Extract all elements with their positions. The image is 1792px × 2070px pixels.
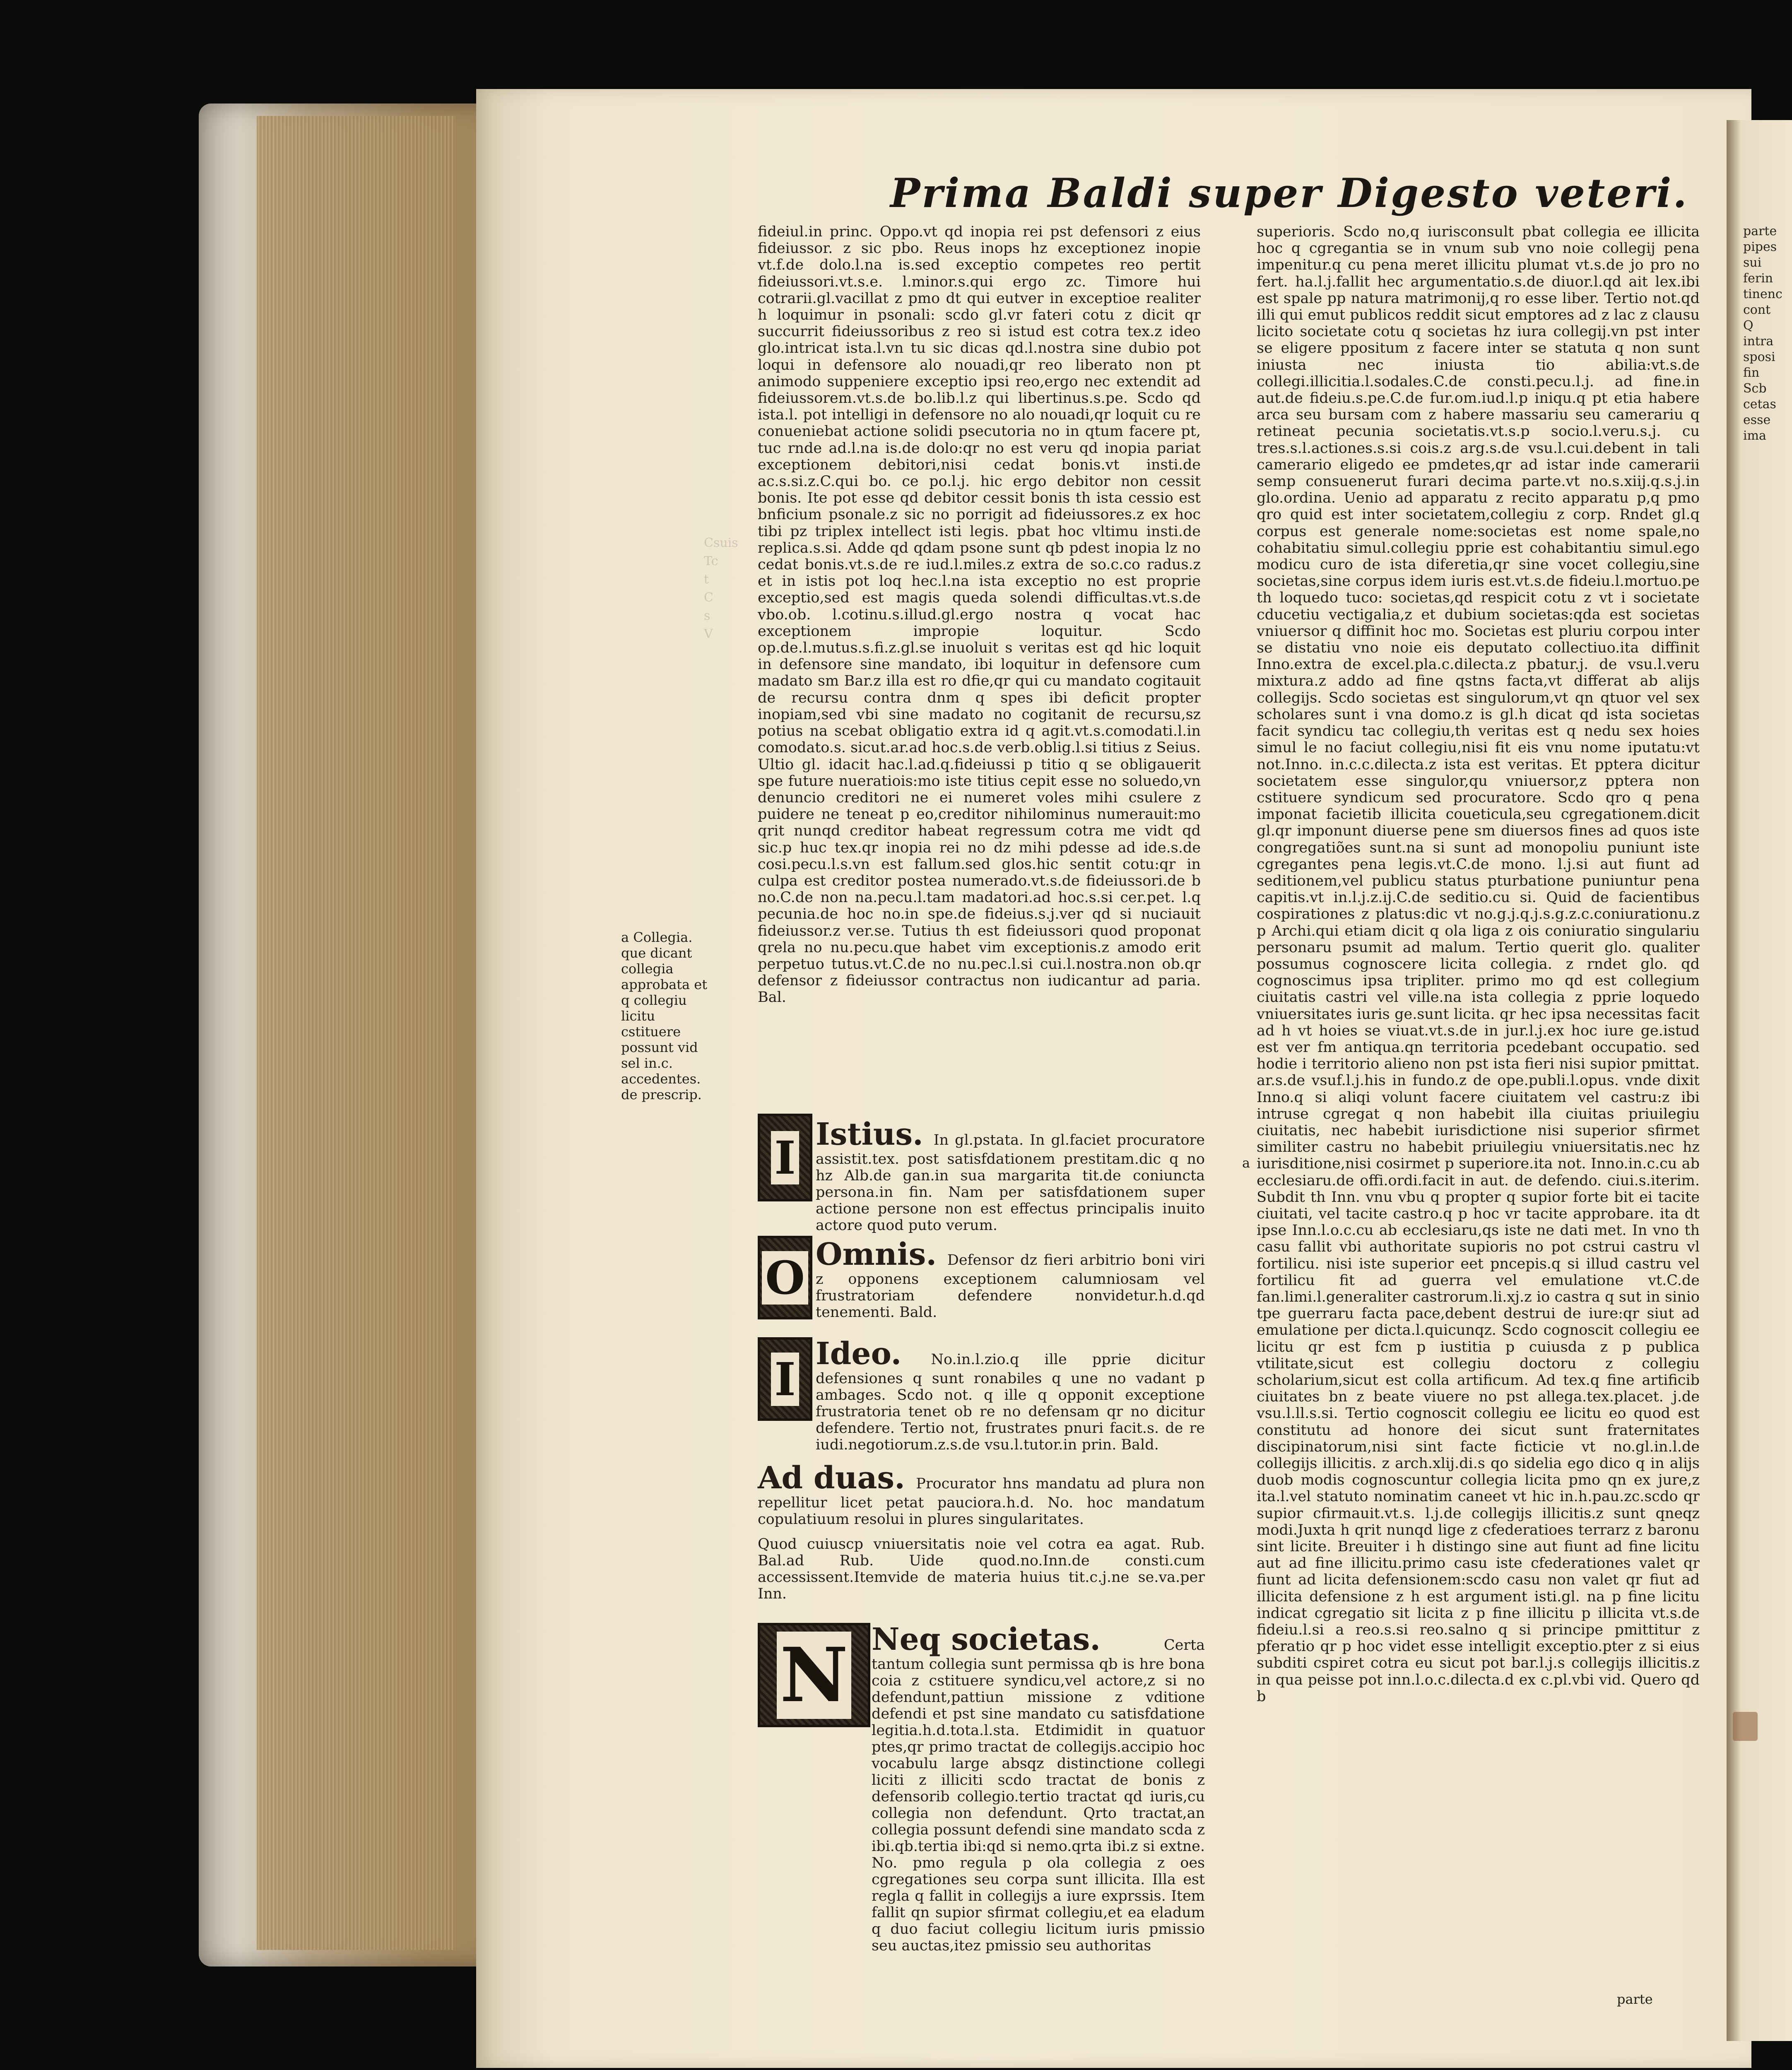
page-edges-texture	[257, 116, 455, 1950]
show-through-ghost-text: Csuis Tc t C s V	[704, 536, 738, 641]
fragment: sui	[1743, 255, 1762, 270]
fragment: parte	[1743, 224, 1777, 238]
decorated-initial: O	[758, 1236, 812, 1319]
block-lead: Neq societas.	[872, 1622, 1101, 1657]
fragment: Q	[1743, 318, 1753, 333]
catchword: parte	[1617, 1991, 1653, 2007]
right-page-fragments	[1743, 224, 1792, 1300]
fragment: ferin	[1743, 271, 1773, 286]
fragment: tinenc	[1743, 287, 1782, 301]
block-body: Quod cuiuscp vniuersitatis noie vel cotra ea agat. Rub. Bal.ad Rub. Uide quod.no.Inn.de consti.cum accessissent.Itemvide de materia huius tit.c.j.ne se.va.per Inn.	[758, 1536, 1205, 1602]
block-lead: Ideo.	[816, 1336, 902, 1372]
text-block-omnis	[758, 1238, 1205, 1329]
left-column-paragraph: fideiul.in princ. Oppo.vt qd inopia rei pst defensori z eius fideiussor. z sic pbo. Reus inops hz exceptionez inopie vt.f.de dolo.l.na is.sed exceptio competes reo pertit fideiussori.vt.s.e. l.minor.s.qui ergo zc. Timore hui cotrarii.gl.vacillat z pmo dt qui eutver in exceptioe realiter h loquimur in psonali: scdo gl.vr fateri cotu z dicit qr succurrit fideiussoribus z reo si istud est cotra tex.z ideo glo.intricat ista.l.vn tu sic dicas qd.l.nostra sine dubio pot loqui in defensore alo nouadi,qr reo liberato non pt animodo suppeniere exceptio ipsi reo,ergo nec extendit ad fideiussorem.vt.s.de bo.lib.l.z qui libertinus.s.pe. Scdo qd ista.l. pot intelligi in defensore no alo nouadi,qr loquit cu re conueniebat actione solidi psecutoria no in qtum facere pt, tuc rnde ad.l.na is.de dolo:qr no est veru qd inopia pariat exceptionem debitori,nisi cedat bonis.vt insti.de ac.s.si.z.C.qui bo. ce po.l.j. hic ergo debitor non cessit bonis. Ite pot esse qd debitor cessit bonis th ista cessio est bnficium psonale.z sic no porrigit ad fideiussores.z ex hoc tibi pz triplex intellect isti legis. pbat hoc vltimu insti.de replica.s.si. Adde qd qdam psone sunt qb pdest inopia lz no cedat bonis.vt.s.de re iud.l.miles.z extra de so.c.co radus.z et in istis pot loq hec.l.na ista exceptio no est proprie exceptio,sed est magis queda solendi difficultas.vt.s.de vbo.ob. l.cotinu.s.illud.gl.ergo nostra q vocat hac exceptionem impropie loquitur. Scdo op.de.l.mutus.s.fi.z.gl.se inuoluit s veritas est qd hic loquit in defensore sine mandato, ibi loquitur in defensore cum madato sm Bar.z illa est ro dfie,qr qui cu mandato cogitauit de recursu contra dnm q spes ibi deficit propter inopiam,sed vbi sine madato no cogitanit de recursu,sz potius na scebat obligatio extra id q agit.vt.s.comodati.l.in comodato.s. sicut.ar.ad hoc.s.de verb.oblig.l.si titius z Seius. Ultio gl. idacit hac.l.ad.q.fideiussi p titio q se obligauerit spe future nueratiois:mo iste titius cepit esse no soluedo,vn denuncio creditori ne ei numeret voles mihi csulere z puidere ne teneat p eo,creditor nihilominus numerauit:mo qrit nunqd creditor habeat regressum cotra me vidt qd sic.p huc tex.qr inopia rei no dz mihi pdesse ad ide.s.de cosi.pecu.l.s.vn est fallum.sed glos.hic sentit cotu:qr in culpa est creditor postea numerado.vt.s.de fideiussori.de b no.C.de non na.pecu.l.tam madatori.ad hoc.s.si cer.pet. l.q pecunia.de hoc no.in spe.de fideius.s.j.ver qd si nuciauit fideiussor.z ver.se. Tutius th est fideiussori quod proponat qrela no nu.pecu.que habet vim exceptionis.z amodo erit perpetuo tutus.vt.C.de no nu.pec.l.si cui.l.nostra.non ob.qr defensor z fideiussor contractus non iudicantur ad paria. Bal.	[758, 224, 1201, 1006]
left-column-text	[758, 224, 1201, 1112]
decorated-initial: I	[758, 1337, 812, 1421]
text-block-ideo	[758, 1337, 1205, 1457]
running-head: Prima Baldi super Digesto veteri.	[890, 170, 1688, 217]
block-body: Procurator hns mandatu ad plura non repellitur licet petat pauciora.h.d. No. hoc mandatum copulatiuum resolui in plures singularitates.	[758, 1475, 1205, 1528]
block-lead: Ad duas.	[758, 1460, 905, 1496]
fragment: cetas	[1743, 397, 1776, 412]
marginal-letter: a	[1242, 1155, 1250, 1171]
block-body: Defensor dz fieri arbitrio boni viri z opponens exceptionem calumniosam vel frustratoriam defendere nonvidetur.h.d.qd tenementi. Bald.	[816, 1252, 1205, 1321]
decorated-initial: I	[758, 1114, 812, 1201]
fragment: esse	[1743, 413, 1771, 427]
marginal-note-a: a Collegia. que dicant collegia approbata et q collegiu licitu cstituere possunt vid sel in.c. accedentes. de prescrip.	[621, 929, 708, 1102]
fragment: fin	[1743, 366, 1760, 380]
rubric-block	[758, 1536, 1205, 1615]
right-column-text	[1257, 224, 1700, 1888]
page-tab-mark	[1733, 1712, 1758, 1741]
block-body: No.in.l.zio.q ille pprie dicitur defensiones q sunt ronabiles q une no vadant p ambages. Scdo not. q ille q opponit exceptione frustratoria tenet ob re no defensam qr no dicitur defendere. Tertio not, frustrates pnuri facit.s. de re iudi.negotiorum.z.s.de vsu.l.tutor.in prin. Bald.	[816, 1351, 1205, 1453]
text-block-ad-duas	[758, 1460, 1205, 1528]
decorated-initial: N	[758, 1623, 870, 1727]
text-block-istius	[758, 1117, 1205, 1234]
block-body: In gl.pstata. In gl.faciet procuratore assistit.tex. post satisfdationem prestitam.dic q no hz Alb.de gan.in sua margarita tit.de coniuncta persona.in fin. Nam per satisfdationem super actione persone non est effectus principalis inuito actore quod puto verum.	[816, 1132, 1205, 1234]
fragment: cont	[1743, 303, 1771, 317]
block-lead: Istius.	[816, 1117, 923, 1152]
fragment: Scb	[1743, 381, 1767, 396]
block-body: Certa tantum collegia sunt permissa qb is hre bona coia z cstituere syndicu,vel actore,z si no defendunt,pattiun missione z vditione defendi et pst sine mandato cu satisfdatione legitia.h.d.tota.l.sta. Etdimidit in quatuor ptes,qr primo tractat de collegijs.accipio hoc vocabulu large absqz distinctione collegi liciti z illiciti scdo tractat de bonis z defensorib collegio.tertio tractat qd iuris,cu collegia non defendunt. Qrto tractat,an collegia possunt defendi sine mandato scda z ibi.qb.tertia ibi:qd si nemo.qrta ibi.z si extne. No. pmo regula p ola collegia z oes cgregationes seu corpa sunt illicita. Illa est regla q fallit in collegijs a iure exprssis. Item fallit qn supior sfirmat collegiu,et ea eladum q duo faciut collegiu licitum iuris pmissio seu auctas,itez pmissio seu authoritas	[872, 1637, 1205, 1954]
fragment: pipes	[1743, 240, 1777, 254]
fragment: ima	[1743, 428, 1766, 443]
fragment: intra	[1743, 334, 1774, 349]
right-column-paragraph: superioris. Scdo no,q iurisconsult pbat collegia ee illicita hoc q cgregantia se in vnum sub vno noie collegij pena impenitur.q cu pena meret illicitu plumat vt.s.de jo pro no fert. ha.l.j.fallit hec argumentatio.s.de diuor.l.qd ait lex.ibi est spale pp natura matrimonij,q ro esse liber. Tertio not.qd illi qui emut publicos reddit sicut emptores ad z lac z clausu licito societate cotu q societas hz iura collegij.vn pst inter se eligere ppositum z facere inter se statuta q non sunt iniusta nec iniusta tio abilia:vt.s.de collegi.illicitia.l.sodales.C.de consti.pecu.l.j. ad fine.in aut.de fideiu.s.pe.C.de fur.om.iud.l.p iniqu.q pt etia habere arca seu bursam com z habere massariu seu camerariu q retineat pecunia societatis.vt.s.p socio.l.veru.s.j. cu tres.s.l.actiones.s.si cois.z arg.s.de vsu.l.cui.debent in tali camerario eligedo ee pmdetes,qr ad istar inde camerarii semp consuenerut furari decima parte.vt no.s.xiij.q.s.j.in glo.ordina. Uenio ad apparatu z recito apparatu p,q pmo qro quid est inter societatem,collegiu z corp. Rndet gl.q corpus est generale nome:societas est nome spale,no cohabitatiu simul.collegiu pprie est cohabitantiu simul.ego modicu curo de ista diferetia,qr sine vocet collegiu,sine societas,sine corpus idem iuris est.vt.s.de fideiu.l.mortuo.pe th loquedo tuco: societas,qd respicit cotu z vt i societate cducetiu vectigalia,z et dubium societas:qda est societas vniuersor q diffinit hoc mo. Societas est pluriu corpou inter se distatiu vno noie eis deputato collectiuo.ita diffinit Inno.extra de excel.pla.c.dilecta.z pbatur.j. de vsu.l.veru mixtura.z addo ad fine qstns facta,vt differat ab alijs collegijs. Scdo societas est singulorum,vt qn qtuor vel sex scholares sunt i vna domo.z is gl.h dicat qd ista societas facit syndicu tac collegiu,th veritas est q nedu sex hoies simul le no faciut collegiu,nisi fit eis vnu nome iputatu:vt not.Inno. in.c.c.dilecta.z ista est veritas. Et pptera dicitur societatem esse singulor,qu vniuersor,z pptera non cstituere syndicum sed procuratore. Scdo qro q pena imponat facietib illicita coueticula,seu cgregationem.dicit gl.qr imponunt diuerse pene sm diuersos fines ad quos iste congregatiões sunt.na si sunt ad monopoliu puniunt iste cgregantes pena legis.vt.C.de mono. l.j.si aut fiunt ad seditionem,vel publicu status pturbatione puniuntur pena capitis.vt in.l.j.z.ij.C.de seditio.cu si. Quid de facientibus cospirationes z platus:dic vt no.g.j.q.j.s.g.z.c.coniurationu.z p Archi.qui etiam dicit q ola liga z ois coniuratio singulariu personaru psumit ad malum. Tertio querit glo. qualiter possumus cognoscere licita collegia. z rndet glo. qd cognoscimus ipsa tripliter. primo mo qd est collegium ciuitatis castri vel ville.na ista collegia z pprie loquedo vniuersitates iuris ge.sunt licita. qr hec ipsa necessitas facit ad h vt hoies se viuat.vt.s.de in jur.l.j.ex hoc iure ge.istud est ver fm antiqua.qn territoria pcedebant occupatio. sed hodie i territorio alieno non pst ista fieri nisi supior pmittat. ar.s.de vsuf.l.j.his in fundo.z de ope.publi.l.opus. vnde dixit Inno.q si aliqi volunt facere ciuitatem vel castru:z ibi intruse cgregat q non habebit illa ciuitas priuilegiu ciuitatis, nec habebit iurisdictione nisi superior sfirmet similiter castru no habebit priuilegiu vniuersitatis.nec hz iurisditione,nisi cosirmet p superiore.ita not. Inno.in.c.cu ab ecclesiaru.de offi.ordi.facit in aut. de defendo. ciui.s.iterim. Subdit th Inn. vnu vbu q propter q supior forte bit ei tacite ciuitati, vel tacite castro.q p hoc vr tacite approbare. ita dt ipse Inn.l.o.c.cu ab ecclesiaru,qs iste ne dati met. In vno th casu fallit vbi authoritate supioris no pot cstrui castru vl fortilicu. nisi iste superior eet pncepis.q si illud castru vel fortilicu fit ad guerra vel emulatione vt.C.de fan.limi.l.generaliter castrorum.li.xj.z io castra q sut in sinio tpe guerraru facta pace,debent destrui de iure:qr siut ad emulatione per dicta.l.quicunqz. Scdo cognoscit collegiu ee licitu qr est fcm p iustitia p cuiusda z p publica vtilitate,sicut est collegiu doctoru z collegiu scholarium,sicut est colla artificum. Ad tex.q fine artificib ciuitates bn z beate viuere no pst allega.tex.placet. j.de vsu.l.ll.s.si. Tertio cognoscit collegiu ee licitu eo quod est constitutu ad honore dei sicut sunt fraternitates discipinatorum,nisi sint facte ficticie vt no.gl.in.l.de collegijs illicitis. z arch.xlij.di.s qo sidelia ego dico q in alijs duob modis cognoscuntur collegia licita pmo qn ex jure,z ita.l.vel statuto nominatim caneet vt hic in.h.pau.zc.scdo qr supior cfirmauit.vt.s. l.j.de collegijs illicitis.z sunt qneqz modi.Juxta h qrit nunqd lige z cfederatioes terrarz z baronu sint licite. Breuiter i h distingo sine aut fiunt ad fine licitu aut ad fine illicitu.primo casu iste cfederationes valet qr fiunt ad licita defensionem:scdo casu non valet qr fiut ad illicita defensione z h est argument isti.gl. na p fine licitu indicat cgregatio sit licita z p fine illicitu p illicita vt.s.de fideiu.l.si a reo.s.si reo.salno q si principe pmittitur z pferatio qr p hoc videt esse intelligit exceptio.pter z si eius subditi cspiret cotra eu sicut pot bar.l.j.s collegijs illicitis.z in qua peisse pot inn.l.o.c.dilecta.d ex c.pl.vbi vid. Quero qd b	[1257, 224, 1700, 1705]
fragment: sposi	[1743, 350, 1775, 364]
block-lead: Omnis.	[816, 1237, 937, 1272]
